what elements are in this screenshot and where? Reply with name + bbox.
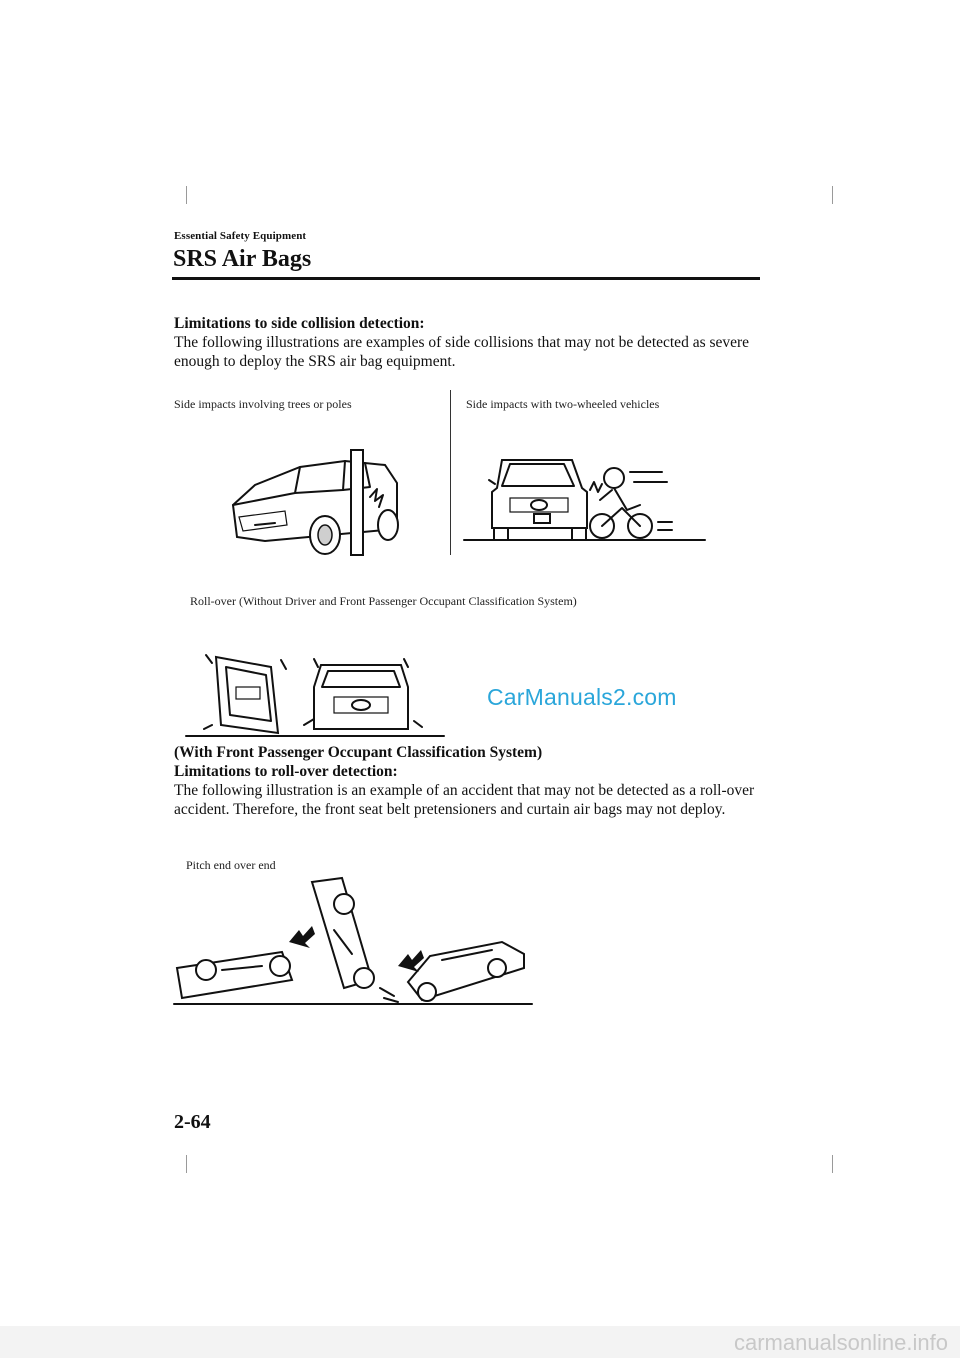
footer-watermark-text: carmanualsonline.info [733, 1330, 948, 1355]
side-collision-heading: Limitations to side collision detection: [174, 315, 425, 332]
illustration-car-pole [225, 445, 405, 560]
caption-pitch-end-over-end: Pitch end over end [186, 858, 276, 872]
rollover-body: The following illustration is an example of an accident that may not be detected as a roll-over accident. Therefore, the front seat belt pretensioners and curtain air bags may not deploy. [174, 782, 755, 818]
rollover-text [174, 743, 764, 819]
crop-mark-top-right [832, 186, 833, 204]
side-collision-text [174, 314, 764, 371]
title-rule [172, 277, 760, 280]
rollover-heading-limitations: Limitations to roll-over detection: [174, 763, 398, 780]
side-collision-body: The following illustrations are examples of side collisions that may not be detected as severe enough to deploy the SRS air bag equipment. [174, 334, 750, 370]
caption-rollover-without-ocs: Roll-over (Without Driver and Front Passenger Occupant Classification System) [190, 594, 577, 608]
caption-two-wheeled: Side impacts with two-wheeled vehicles [466, 397, 660, 411]
caption-trees-poles: Side impacts involving trees or poles [174, 397, 352, 411]
page-number: 2-64 [174, 1111, 211, 1133]
crop-mark-bottom-right [832, 1155, 833, 1173]
footer-watermark [0, 1326, 960, 1358]
rollover-heading-with-ocs: (With Front Passenger Occupant Classification System) [174, 744, 543, 761]
figure-divider [450, 390, 451, 555]
illustration-two-wheeled [462, 450, 707, 545]
crop-mark-top-left [186, 186, 187, 204]
page-title: SRS Air Bags [173, 246, 312, 272]
crop-mark-bottom-left [186, 1155, 187, 1173]
illustration-rollover [186, 645, 446, 740]
section-label: Essential Safety Equipment [174, 230, 307, 242]
illustration-pitch-end-over-end [172, 870, 534, 1010]
watermark: CarManuals2.com [487, 684, 677, 710]
